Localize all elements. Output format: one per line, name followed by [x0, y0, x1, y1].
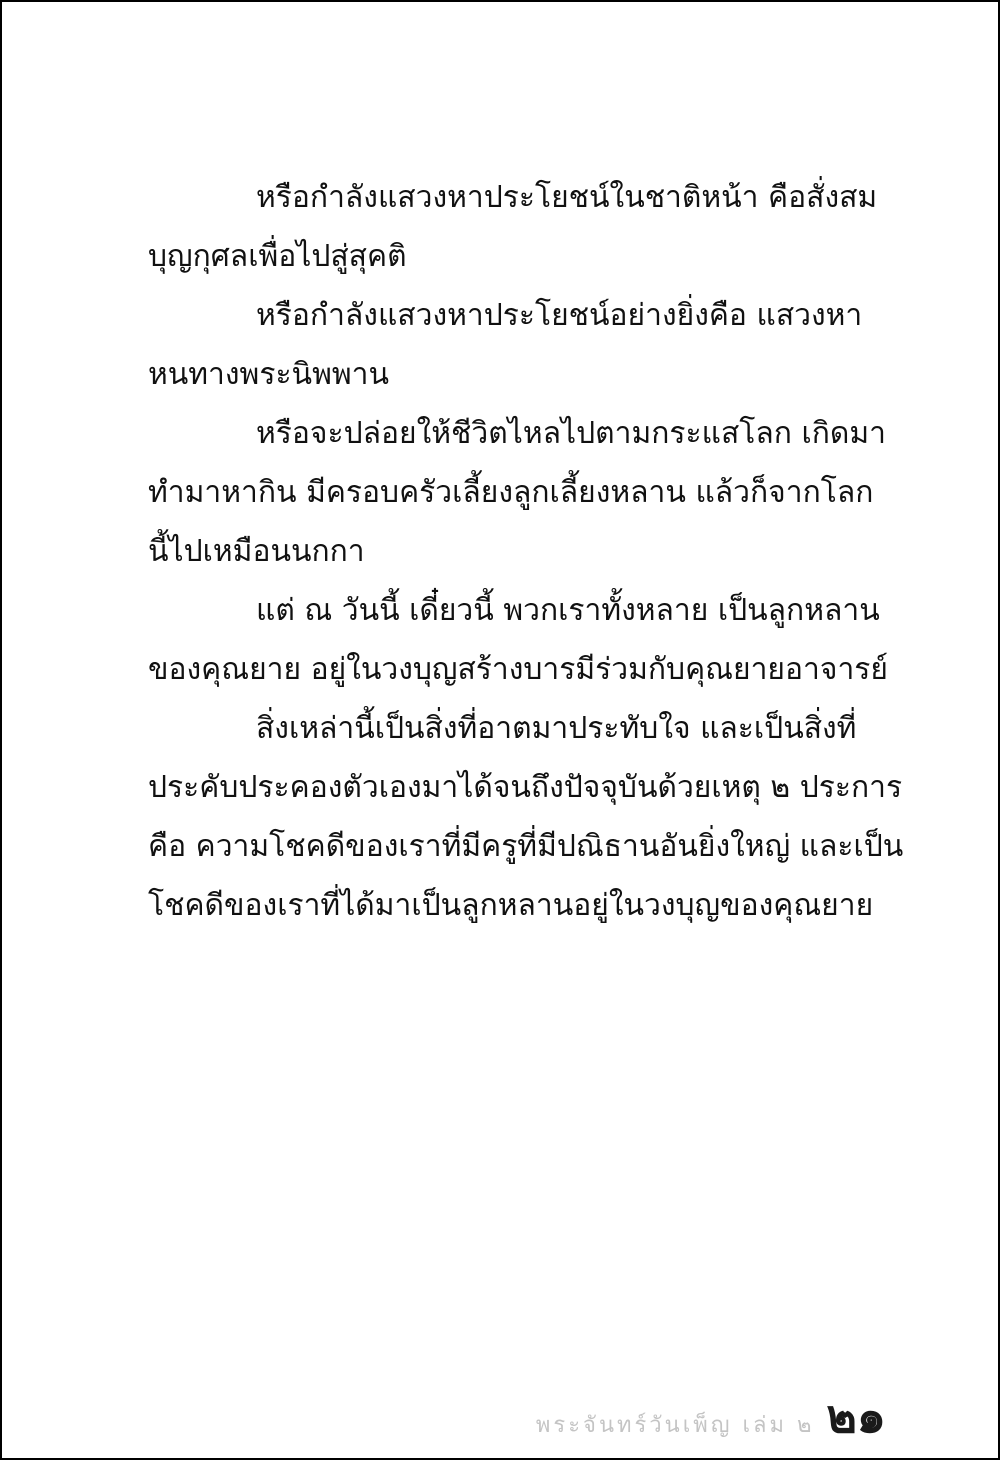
paragraph-1-line-1: หรือกำลังแสวงหาประโยชน์ในชาติหน้า คือสั่งสม — [256, 180, 878, 215]
paragraph-2-line-2: หนทางพระนิพพาน — [148, 357, 389, 392]
paragraph-5-line-4: โชคดีของเราที่ได้มาเป็นลูกหลานอยู่ในวงบุญของคุณยาย — [148, 888, 874, 923]
paragraph-3-line-2: ทำมาหากิน มีครอบครัวเลี้ยงลูกเลี้ยงหลาน แล้วก็จากโลก — [148, 475, 874, 510]
paragraph-1-line-2: บุญกุศลเพื่อไปสู่สุคติ — [148, 239, 407, 274]
paragraph-3-line-1: หรือจะปล่อยให้ชีวิตไหลไปตามกระแสโลก เกิดมา — [256, 416, 886, 451]
page-footer — [535, 1380, 886, 1443]
body-text — [148, 168, 904, 935]
paragraph-4-line-1: แต่ ณ วันนี้ เดี๋ยวนี้ พวกเราทั้งหลาย เป็นลูกหลาน — [256, 593, 880, 628]
book-title: พระจันทร์วันเพ็ญ เล่ม ๒ — [535, 1413, 815, 1438]
paragraph-5-line-3: คือ ความโชคดีของเราที่มีครูที่มีปณิธานอันยิ่งใหญ่ และเป็น — [148, 829, 904, 864]
paragraph-4-line-2: ของคุณยาย อยู่ในวงบุญสร้างบารมีร่วมกับคุณยายอาจารย์ — [148, 652, 888, 687]
paragraph-2-line-1: หรือกำลังแสวงหาประโยชน์อย่างยิ่งคือ แสวงหา — [256, 298, 863, 333]
paragraph-5-line-2: ประคับประคองตัวเองมาได้จนถึงปัจจุบันด้วยเหตุ ๒ ประการ — [148, 770, 903, 805]
paragraph-5-line-1: สิ่งเหล่านี้เป็นสิ่งที่อาตมาประทับใจ และเป็นสิ่งที่ — [256, 711, 857, 746]
paragraph-3-line-3: นี้ไปเหมือนนกกา — [148, 534, 365, 569]
page-number: ๒๑ — [826, 1389, 886, 1443]
